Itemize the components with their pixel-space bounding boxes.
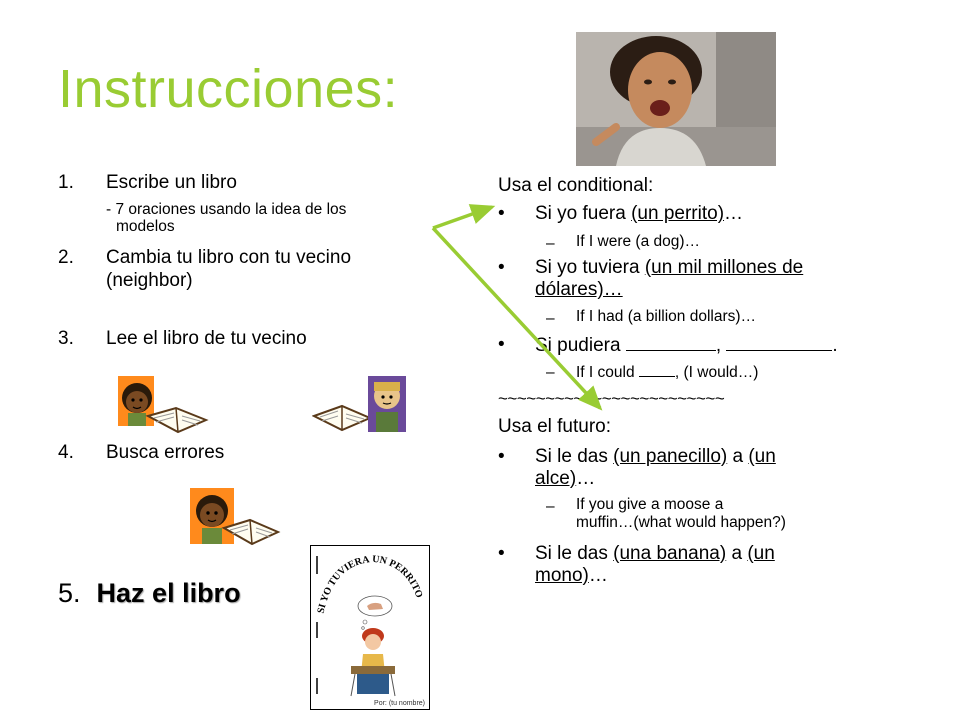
translation-2: If I had (a billion dollars)… bbox=[576, 308, 757, 325]
future-heading: Usa el futuro: bbox=[498, 416, 611, 437]
item-number: 2. bbox=[58, 247, 74, 268]
dash-icon: – bbox=[546, 310, 555, 327]
future-example-2-cont: mono)… bbox=[535, 565, 608, 586]
item-number: 1. bbox=[58, 172, 74, 193]
slide-title: Instrucciones: bbox=[58, 59, 399, 119]
bullet-icon: • bbox=[498, 203, 505, 224]
item-text: Escribe un libro bbox=[106, 172, 237, 193]
conditional-heading: Usa el conditional: bbox=[498, 175, 654, 196]
item-number: 4. bbox=[58, 442, 74, 463]
dash-icon: – bbox=[546, 235, 555, 252]
tilde-divider: ~~~~~~~~~~~~~~~~~~~~~~~~ bbox=[498, 389, 725, 408]
bullet-icon: • bbox=[498, 257, 505, 278]
sub-item-text-cont: modelos bbox=[116, 218, 175, 235]
svg-text:SI YO TUVIERA UN PERRITO: SI YO TUVIERA UN PERRITO bbox=[315, 553, 425, 615]
translation-4-cont: muffin…(what would happen?) bbox=[576, 514, 786, 531]
conditional-example-2-cont: dólares)… bbox=[535, 279, 623, 300]
item-text-bold: Haz el libro bbox=[96, 578, 241, 608]
translation-4: If you give a moose a bbox=[576, 496, 724, 513]
future-example-1: Si le das (un panecillo) a (un bbox=[535, 446, 776, 467]
dash-icon: – bbox=[546, 498, 555, 515]
dash-icon: – bbox=[546, 364, 555, 381]
item-number: 3. bbox=[58, 328, 74, 349]
sub-item-text: - 7 oraciones usando la idea de los bbox=[106, 201, 347, 218]
item-number: 5. bbox=[58, 578, 81, 608]
arrow-to-future bbox=[433, 228, 600, 408]
conditional-example-2: Si yo tuviera (un mil millones de bbox=[535, 257, 804, 278]
item-text-cont: (neighbor) bbox=[106, 270, 193, 291]
future-example-2: Si le das (una banana) a (un bbox=[535, 543, 775, 564]
translation-1: If I were (a dog)… bbox=[576, 233, 701, 250]
conditional-example-1: Si yo fuera (un perrito)… bbox=[535, 203, 744, 224]
bullet-icon: • bbox=[498, 446, 505, 467]
bullet-icon: • bbox=[498, 543, 505, 564]
translation-3: If I could , (I would…) bbox=[576, 364, 759, 381]
conditional-example-3: Si pudiera , . bbox=[535, 335, 838, 356]
bullet-icon: • bbox=[498, 334, 505, 355]
item-text: Lee el libro de tu vecino bbox=[106, 328, 307, 349]
cover-author-line: Por: (tu nombre) bbox=[374, 700, 425, 707]
item-text: Busca errores bbox=[106, 442, 225, 463]
item-text: Cambia tu libro con tu vecino bbox=[106, 247, 352, 268]
arrow-to-conditional bbox=[433, 207, 492, 228]
future-example-1-cont: alce)… bbox=[535, 468, 596, 489]
